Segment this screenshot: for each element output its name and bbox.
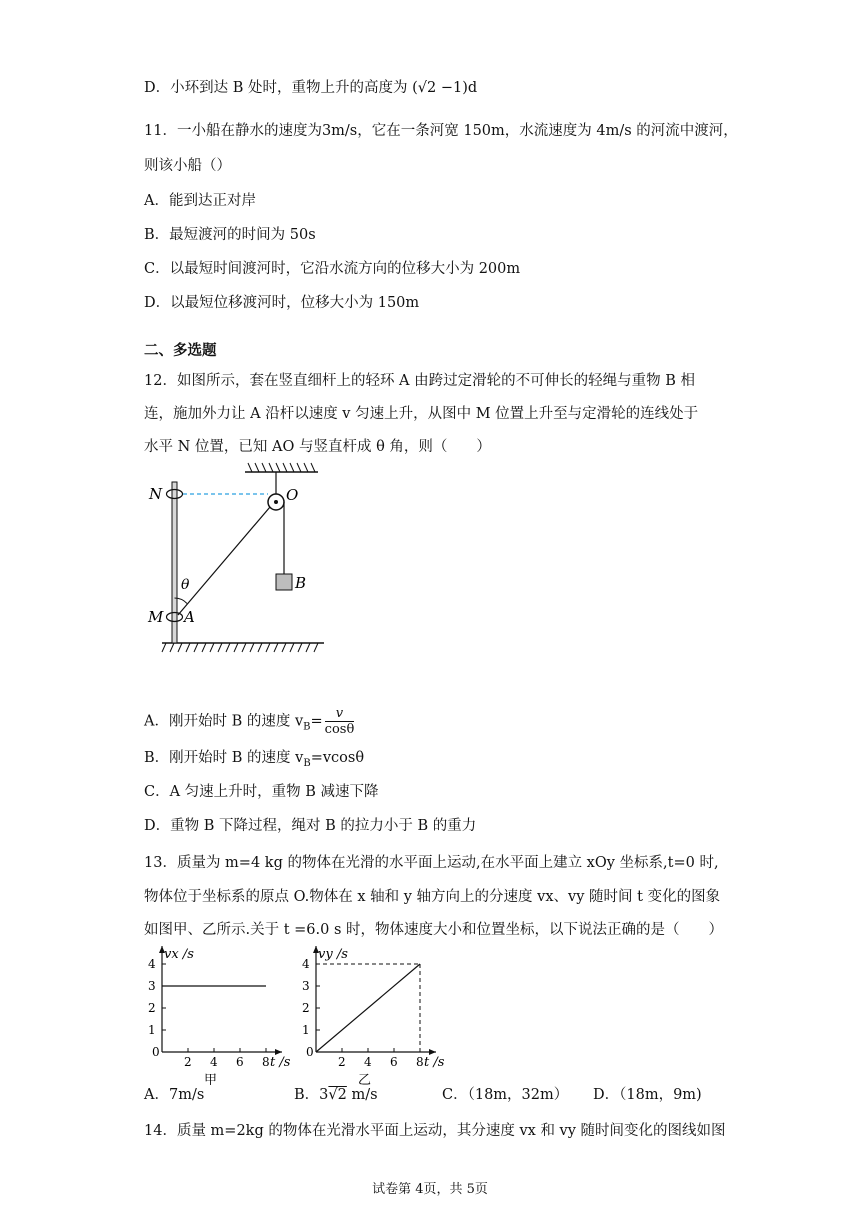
series-line <box>316 964 420 1052</box>
q12-option-a-eq: = <box>310 713 323 730</box>
page-footer: 试卷第 4页，共 5页 <box>372 1182 488 1197</box>
y-tick-label: 4 <box>148 957 156 971</box>
x-tick-label: 2 <box>184 1055 192 1069</box>
q11-stem-line2: 则该小船（） <box>144 158 231 174</box>
q13-stem-line2: 物体位于坐标系的原点 O.物体在 x 轴和 y 轴方向上的分速度 vx、vy 随时间 t 变化的图象 <box>144 889 721 905</box>
y-tick-label: 3 <box>302 979 310 993</box>
q13-stem-line3: 如图甲、乙所示.关于 t =6.0 s 时，物体速度大小和位置坐标，以下说法正确的是（ ） <box>144 922 724 938</box>
y-tick-label: 2 <box>148 1001 156 1015</box>
x-tick-label: 4 <box>210 1055 218 1069</box>
q13-option-d: D．（18m，9m) <box>593 1087 702 1103</box>
vx-time-chart <box>140 940 300 1085</box>
q13-option-c: C．（18m，32m） <box>442 1087 569 1103</box>
pulley-diagram <box>140 460 340 660</box>
q14-stem-line1: 14．质量 m=2kg 的物体在光滑水平面上运动，其分速度 vx 和 vy 随时间变化的图线如图 <box>144 1123 726 1139</box>
y-tick-label: 1 <box>148 1023 156 1037</box>
q12-option-b-sub: B <box>303 757 311 769</box>
y-axis-label: vy /s <box>318 947 348 962</box>
label-theta: θ <box>181 577 190 593</box>
chart-caption: 乙 <box>358 1073 372 1085</box>
q11-option-a: A．能到达正对岸 <box>144 193 256 209</box>
origin-label: 0 <box>152 1045 160 1059</box>
q13-option-b-pre: B．3 <box>294 1087 329 1103</box>
x-tick-label: 4 <box>364 1055 372 1069</box>
q13-option-a: A．7m/s <box>144 1087 205 1103</box>
q11-option-d: D．以最短位移渡河时，位移大小为 150m <box>144 295 420 311</box>
y-tick-label: 2 <box>302 1001 310 1015</box>
q12-option-b-rest: =vcosθ <box>310 750 365 766</box>
label-b: B <box>295 574 307 592</box>
q10-option-d: D．小环到达 B 处时，重物上升的高度为 (√2 −1)d <box>144 80 478 96</box>
q12-stem-line3: 水平 N 位置，已知 AO 与竖直杆成 θ 角，则（ ） <box>144 439 491 455</box>
q13-option-b-post: m/s <box>346 1087 378 1103</box>
section-title-multi-choice: 二、多选题 <box>144 343 217 359</box>
label-n: N <box>149 485 163 503</box>
label-a: A <box>184 608 195 626</box>
x-tick-label: 6 <box>236 1055 244 1069</box>
q13-stem-line1: 13．质量为 m=4 kg 的物体在光滑的水平面上运动,在水平面上建立 xOy 坐标系,t=0 时, <box>144 855 719 871</box>
q12-stem-line2: 连，施加外力让 A 沿杆以速度 v 匀速上升，从图中 M 位置上升至与定滑轮的连线处于 <box>144 406 699 422</box>
q11-option-c: C．以最短时间渡河时，它沿水流方向的位移大小为 200m <box>144 261 521 277</box>
q11-stem-line1: 11．一小船在静水的速度为3m/s，它在一条河宽 150m，水流速度为 4m/s 的河流中渡河， <box>144 123 738 139</box>
fraction-denominator: cosθ <box>324 722 355 737</box>
x-tick-label: 8 <box>262 1055 270 1069</box>
q12-option-a <box>144 706 356 737</box>
x-tick-label: 6 <box>390 1055 398 1069</box>
y-tick-label: 1 <box>302 1023 310 1037</box>
y-tick-label: 4 <box>302 957 310 971</box>
x-axis-label: t /s <box>270 1055 291 1070</box>
fraction-numerator: v <box>325 706 355 722</box>
q12-option-d: D．重物 B 下降过程，绳对 B 的拉力小于 B 的重力 <box>144 818 477 834</box>
x-tick-label: 8 <box>416 1055 424 1069</box>
q13-option-b <box>294 1085 378 1105</box>
x-axis-label: t /s <box>424 1055 445 1070</box>
y-tick-label: 3 <box>148 979 156 993</box>
q12-option-c: C．A 匀速上升时，重物 B 减速下降 <box>144 784 379 800</box>
q12-stem-line1: 12．如图所示，套在竖直细杆上的轻环 A 由跨过定滑轮的不可伸长的轻绳与重物 B 相 <box>144 373 696 389</box>
origin-label: 0 <box>306 1045 314 1059</box>
label-m: M <box>148 608 164 626</box>
vy-time-chart <box>294 940 459 1085</box>
q12-option-a-prefix: A．刚开始时 B 的速度 v <box>144 713 304 730</box>
q12-option-a-fraction <box>325 706 355 737</box>
y-axis-label: vx /s <box>164 947 194 962</box>
q11-option-b: B．最短渡河的时间为 50s <box>144 227 316 243</box>
q12-option-b-prefix: B．刚开始时 B 的速度 v <box>144 750 304 766</box>
x-tick-label: 2 <box>338 1055 346 1069</box>
q13-option-b-root: √2 <box>328 1087 347 1103</box>
q12-option-a-sub: B <box>303 721 311 733</box>
chart-caption: 甲 <box>204 1073 218 1085</box>
q12-option-b <box>144 748 364 774</box>
label-o: O <box>286 486 299 504</box>
